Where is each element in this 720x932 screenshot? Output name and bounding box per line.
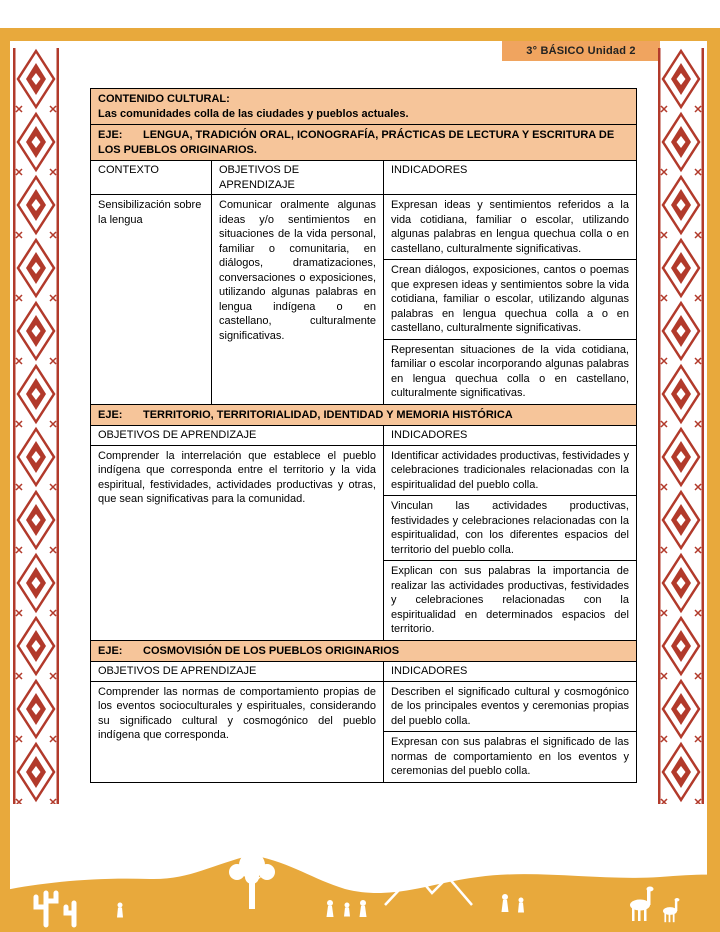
curriculum-table: [90, 88, 637, 783]
objetivo-cell: Comprender la interrelación que establece el pueblo indígena que corresponda entre el territorio y la vida espiritual, festividades, actividades productivas y otras, que sean significativas para la comunidad.: [91, 446, 384, 640]
section-3-body: [91, 682, 636, 782]
header-indicadores: INDICADORES: [391, 665, 468, 677]
section-1-body: [91, 195, 636, 405]
andean-textile-pattern-left-icon: [13, 48, 59, 804]
eje-title: TERRITORIO, TERRITORIALIDAD, IDENTIDAD Y MEMORIA HISTÓRICA: [143, 408, 513, 421]
indicator-cell: Expresan ideas y sentimientos referidos a la vida cotidiana, familiar o escolar, utilizando algunas palabras en lengua quechua colla o en castellano, culturalmente significativas.: [384, 195, 636, 260]
contenido-cultural-row: [91, 89, 636, 125]
eje-title: LENGUA, TRADICIÓN ORAL, ICONOGRAFÍA, PRÁCTICAS DE LECTURA Y ESCRITURA DE LOS PUEBLOS ORIGINARIOS.: [98, 129, 615, 156]
indicator-cell: Identificar actividades productivas, festividades y celebraciones tradicionales relacionadas con la espiritualidad del pueblo colla.: [384, 446, 636, 497]
header-objetivos: OBJETIVOS DE APRENDIZAJE: [91, 426, 384, 445]
page-border-right: [707, 28, 720, 932]
indicator-cell: Describen el significado cultural y cosmogónico de los principales eventos y ceremonias propias del pueblo colla.: [384, 682, 636, 733]
indicator-cell: Explican con sus palabras la importancia de realizar las actividades productivas, festividades y celebraciones relacionadas con la espiritualidad en determinados espacios del territorio.: [391, 565, 629, 635]
objetivo-cell: Comprender las normas de comportamiento propias de los eventos socioculturales y espirituales, considerando su significado cultural y cosmogónico del pueblo indígena que corresponda.: [91, 682, 384, 782]
indicadores-column: [384, 682, 636, 782]
eje-label: EJE:: [98, 129, 123, 141]
indicadores-column: [384, 446, 636, 640]
eje-title: COSMOVISIÓN DE LOS PUEBLOS ORIGINARIOS: [143, 644, 400, 657]
page-border-left: [0, 28, 10, 932]
header-indicadores: INDICADORES: [391, 164, 468, 176]
eje-row-cosmovision: [91, 641, 636, 663]
eje-row-lengua: [91, 125, 636, 161]
page-border-top: [0, 28, 720, 41]
eje-row-territorio: [91, 405, 636, 427]
indicator-cell: Vinculan las actividades productivas, festividades y celebraciones relacionadas con la espiritualidad, con los diferentes espacios del territorio del pueblo colla.: [384, 496, 636, 561]
header-objetivos: OBJETIVOS DE APRENDIZAJE: [212, 161, 384, 194]
indicator-cell: Expresan con sus palabras el significado de las normas de comportamiento en los eventos y ceremonias del pueblo colla.: [391, 736, 629, 777]
header-contexto: CONTEXTO: [91, 161, 212, 194]
eje-label: EJE:: [98, 408, 123, 421]
contexto-cell: Sensibilización sobre la lengua: [91, 195, 212, 404]
section-2-body: [91, 446, 636, 641]
eje-label: EJE:: [98, 644, 123, 657]
andean-textile-pattern-right-icon: [658, 48, 704, 804]
contenido-cultural-text: Las comunidades colla de las ciudades y pueblos actuales.: [98, 107, 409, 120]
indicator-cell: Representan situaciones de la vida cotidiana, familiar o escolar incorporando algunas palabras en lengua quechua colla o en castellano, culturalmente significativas.: [391, 343, 629, 399]
indicadores-column: [384, 195, 636, 404]
column-headers-section-1: [91, 161, 636, 195]
column-headers-section-2: [91, 426, 636, 446]
header-objetivos: OBJETIVOS DE APRENDIZAJE: [91, 662, 384, 681]
objetivo-cell: Comunicar oralmente algunas ideas y/o sentimientos en situaciones de la vida personal, familiar o comunitaria, en diálogos, dramatizaciones, conversaciones o exposiciones, utilizando algunas palabras en lengua indígena o en castellano, culturalmente significativas.: [212, 195, 384, 404]
column-headers-section-3: [91, 662, 636, 682]
header-indicadores: INDICADORES: [391, 429, 468, 441]
landscape-silhouette-illustration: [0, 807, 720, 932]
indicator-cell: Crean diálogos, exposiciones, cantos o poemas que expresen ideas y sentimientos sobre la vida cotidiana, familiar o escolar, utilizando algunas palabras en lengua quechua colla a o en castellano, culturalmente significativas.: [384, 260, 636, 340]
contenido-cultural-label: CONTENIDO CULTURAL:: [98, 93, 230, 105]
unit-badge: 3° BÁSICO Unidad 2: [502, 41, 660, 61]
